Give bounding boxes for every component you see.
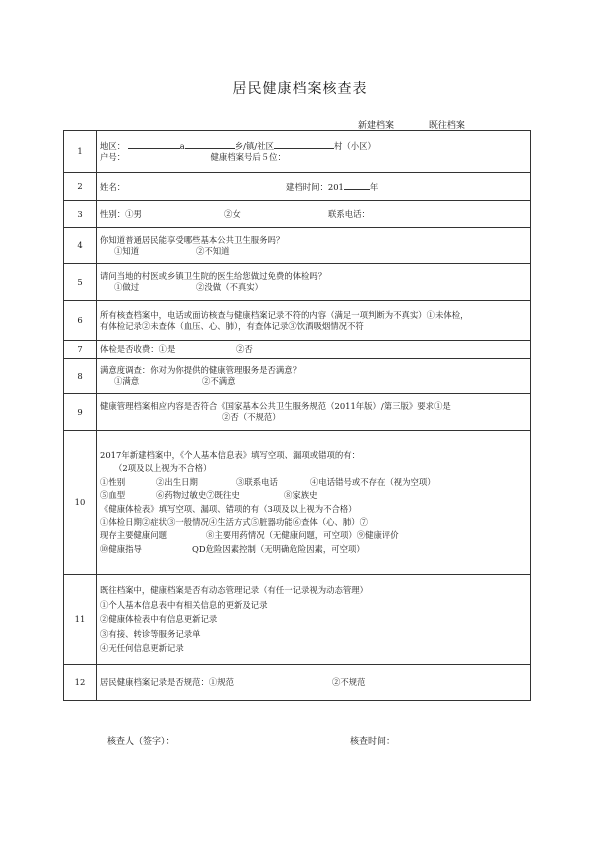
phone-label: 联系电话： (328, 208, 370, 219)
area-town-label: 乡/镇/社区 (234, 141, 274, 152)
table-row (64, 359, 531, 394)
row-number: 3 (64, 201, 97, 228)
row-content (97, 228, 531, 264)
row-content (97, 394, 531, 431)
fee-yes-option[interactable]: 体检是否收费：①是 (100, 344, 176, 355)
date-year: 年 (369, 181, 379, 192)
checklist-item[interactable]: ⑥药物过敏史⑦既往史 (156, 490, 240, 501)
row-text-line: 既往档案中，健康档案是否有动态管理记录（有任一记录视为动态管理） (100, 585, 368, 596)
row-content (97, 341, 531, 359)
option-1[interactable]: ①知道 (114, 245, 140, 256)
option-no[interactable]: ②否（不规范） (222, 412, 281, 422)
row-text-line: 《健康体检表》填写空项、漏项、错项的有（3项及以上视为不合格） (100, 503, 357, 514)
checklist-item[interactable]: ①体检日期②症状③一般情况④生活方式⑤脏器功能⑥查体（心、肺）⑦ (100, 516, 368, 527)
checklist-item[interactable]: ③联系电话 (236, 476, 278, 487)
checklist-item[interactable]: ①个人基本信息表中有相关信息的更新及记录 (100, 599, 268, 610)
row-content (97, 173, 531, 201)
household-label: 户号： (100, 152, 126, 162)
checklist-item[interactable]: ⑩健康指导 (100, 543, 142, 554)
option-2[interactable]: ②不满意 (202, 376, 236, 386)
option-1[interactable]: ①满意 (114, 376, 140, 386)
checklist-item[interactable]: ④电话错号或不存在（视为空项） (310, 476, 436, 487)
option-2[interactable]: ②没做（不真实） (196, 282, 263, 292)
table-row (64, 301, 531, 341)
area-town-field[interactable] (185, 140, 235, 149)
area-village-field[interactable] (274, 140, 334, 149)
row-text-line: 2017年新建档案中，《个人基本信息表》填写空项、漏项或错项的有： (100, 449, 360, 460)
area-village-label: 村（小区） (333, 141, 376, 152)
row-number: 10 (64, 431, 97, 575)
area-a: a (179, 141, 185, 152)
row-number: 8 (64, 359, 97, 394)
row-number: 7 (64, 341, 97, 359)
table-row (64, 228, 531, 264)
date-label: 建档时间：201 (286, 181, 344, 192)
standard-yes-option[interactable]: 居民健康档案记录是否规范：①规范 (100, 677, 234, 688)
row-text-line: （2项及以上视为不合格） (114, 463, 212, 474)
checklist-item[interactable]: ⑧主要用药情况（无健康问题，可空项）⑨健康评价 (206, 530, 399, 541)
option-2[interactable]: ②不知道 (196, 245, 230, 256)
standard-no-option[interactable]: ②不规范 (332, 677, 366, 688)
record-type-existing[interactable]: 既往档案 (428, 121, 465, 131)
table-row (64, 131, 531, 173)
checklist-item[interactable]: 现存主要健康问题 (100, 530, 167, 541)
table-row (64, 201, 531, 228)
gender-male-option[interactable]: 性别：①男 (100, 208, 142, 219)
row-content (97, 359, 531, 394)
option-1[interactable]: ①做过 (114, 282, 140, 292)
checklist-item[interactable]: ⑤血型 (100, 490, 126, 501)
row-content (97, 665, 531, 701)
table-row (64, 665, 531, 701)
row-number: 1 (64, 131, 97, 173)
row-number: 2 (64, 173, 97, 201)
table-row (64, 575, 531, 665)
row-content (97, 201, 531, 228)
row-text-line: 健康管理档案相应内容是否符合《国家基本公共卫生服务规范（2011年版）/第三版》要求①是 (100, 401, 451, 412)
table-row (64, 341, 531, 359)
reviewer-signature-label: 核查人（签字）： (107, 737, 175, 747)
checklist-item[interactable]: QD危险因素控制（无明确危险因素，可空项） (192, 543, 365, 554)
health-record-check-table (63, 130, 531, 701)
checklist-item[interactable]: ④无任何信息更新记录 (100, 643, 184, 654)
page-title: 居民健康档案核查表 (232, 81, 368, 97)
row-content (97, 131, 531, 173)
row-number: 12 (64, 665, 97, 701)
fee-no-option[interactable]: ②否 (236, 344, 253, 355)
table-row (64, 264, 531, 301)
row-text-line: 有体检记录②未查体（血压、心、肺），有查体记录③饮酒吸烟情况不符 (100, 320, 364, 331)
row-content (97, 264, 531, 301)
review-time-label: 核查时间： (350, 737, 396, 747)
table-row (64, 173, 531, 201)
question-text: 满意度调查：你对为你提供的健康管理服务是否满意？ (100, 365, 301, 376)
row-number: 6 (64, 301, 97, 341)
table-row (64, 431, 531, 575)
row-content (97, 575, 531, 665)
row-number: 11 (64, 575, 97, 665)
area-label: 地区： (100, 141, 126, 152)
row-number: 5 (64, 264, 97, 301)
date-field[interactable] (344, 181, 370, 190)
checklist-item[interactable]: ②健康体检表中有信息更新记录 (100, 614, 218, 625)
question-text: 你知道普通居民能享受哪些基本公共卫生服务吗？ (100, 234, 285, 245)
question-text: 请问当地的村医或乡镇卫生院的医生给您做过免费的体检吗？ (100, 271, 327, 282)
row-content (97, 431, 531, 575)
gender-female-option[interactable]: ②女 (224, 208, 241, 219)
row-text-line: 所有核查档案中，电话或面访核查与健康档案记录不符的内容（满足一项判断为不真实）①未体检， (100, 309, 469, 320)
checklist-item[interactable]: ②出生日期 (156, 476, 198, 487)
file-number-label: 健康档案号后５位： (210, 152, 286, 162)
row-content (97, 301, 531, 341)
checklist-item[interactable]: ⑧家族史 (284, 490, 318, 501)
area-county-field[interactable] (128, 140, 180, 149)
row-number: 4 (64, 228, 97, 264)
checklist-item[interactable]: ③有接、转诊等服务记录单 (100, 628, 201, 639)
table-row (64, 394, 531, 431)
record-type-new[interactable]: 新建档案 (358, 121, 395, 131)
checklist-item[interactable]: ①性别 (100, 476, 126, 487)
name-label: 姓名： (100, 181, 126, 192)
row-number: 9 (64, 394, 97, 431)
